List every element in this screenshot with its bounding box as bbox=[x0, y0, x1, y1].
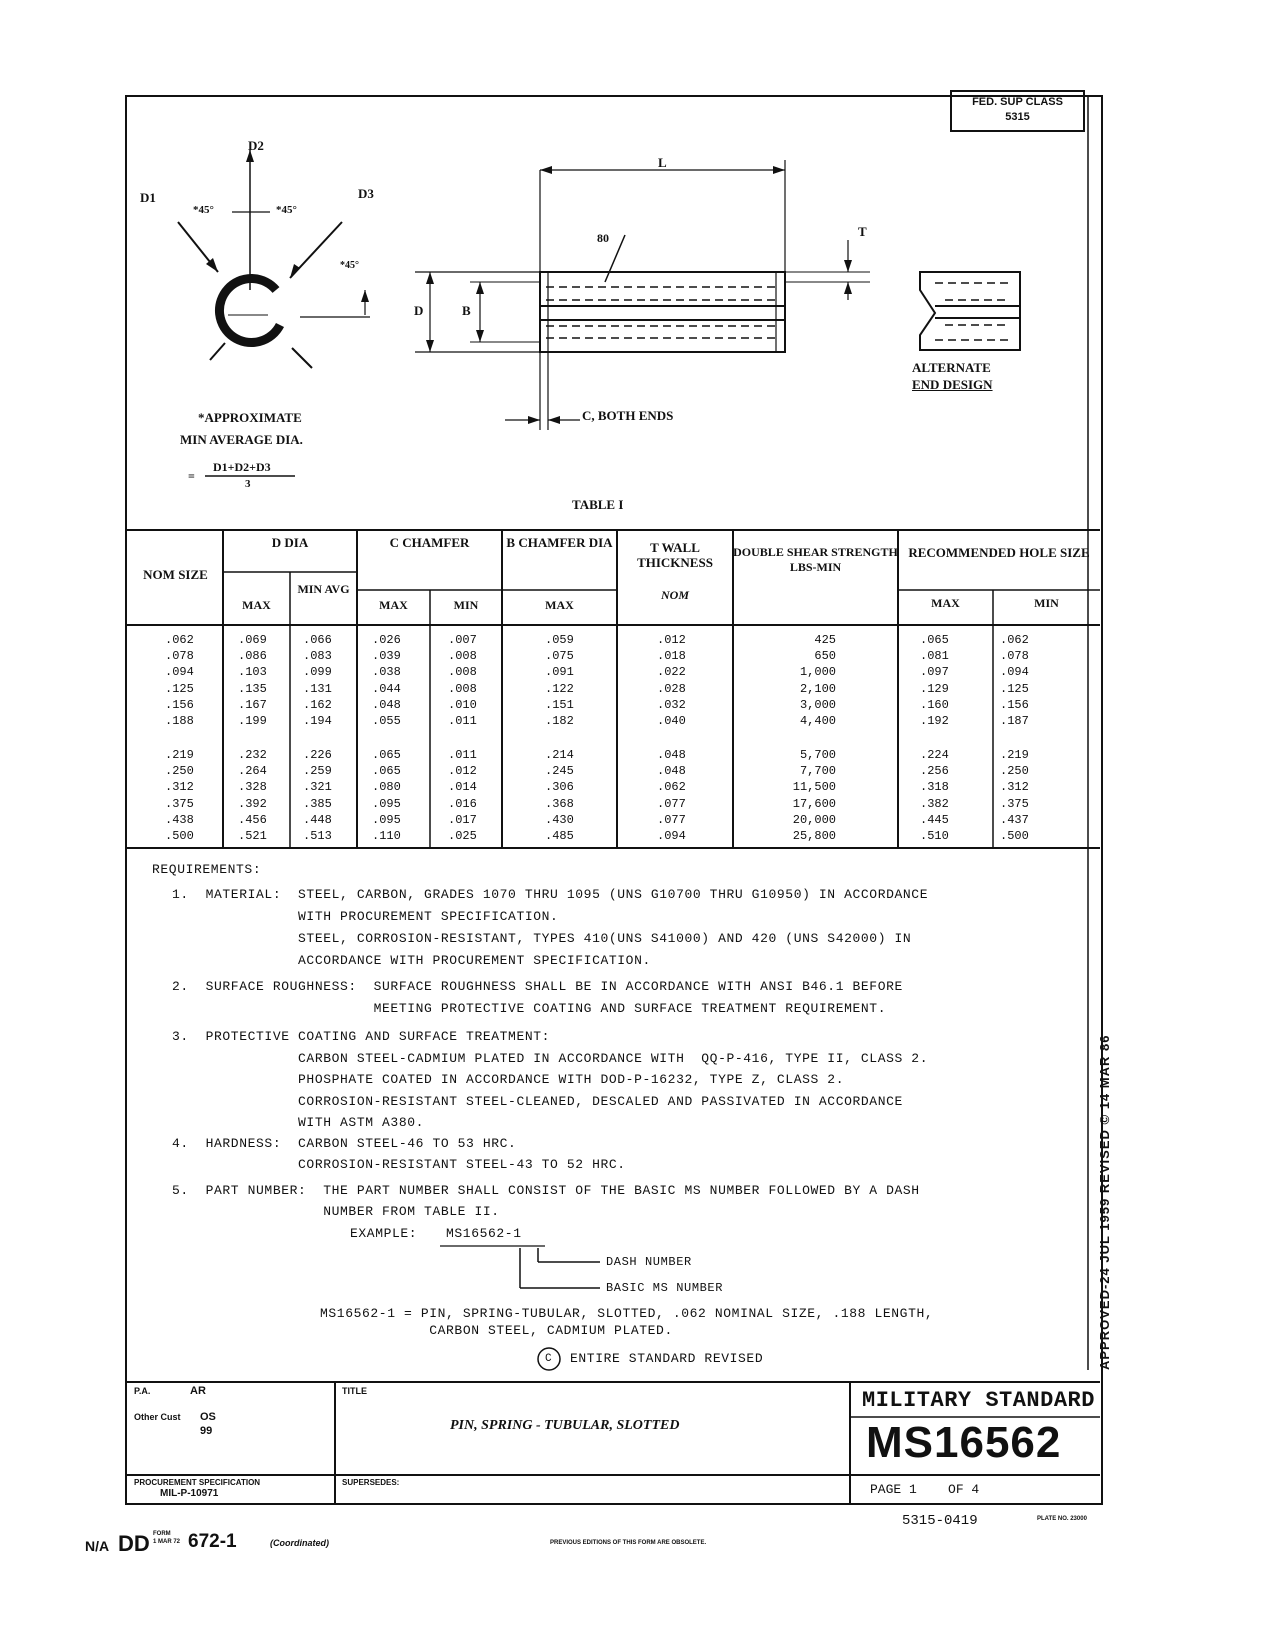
col-cmax-1: .026 .039 .038 .044 .048 .055 bbox=[372, 633, 401, 729]
basic-ms-number-label: BASIC MS NUMBER bbox=[606, 1281, 724, 1295]
approx-note-2: MIN AVERAGE DIA. bbox=[180, 432, 303, 447]
col-tnom-1: .012 .018 .022 .028 .032 .040 bbox=[657, 633, 686, 729]
approval-revision-stamp: APPROVED-24 JUL 1959 REVISED © 14 MAR 86 bbox=[1097, 1034, 1112, 1370]
approx-note: *APPROXIMATE bbox=[198, 410, 302, 425]
revised-symbol: C bbox=[545, 1353, 553, 1365]
requirements-heading: REQUIREMENTS: bbox=[152, 862, 262, 877]
label-thickness: T bbox=[858, 224, 867, 239]
page-indicator: PAGE 1 OF 4 bbox=[870, 1482, 980, 1497]
formula-equals: = bbox=[188, 469, 195, 483]
header-t-wall: T WALL THICKNESS bbox=[637, 540, 713, 570]
footer-dd: DD bbox=[118, 1531, 150, 1556]
label-80: 80 bbox=[597, 231, 609, 245]
example-part-number: MS16562-1 bbox=[446, 1226, 522, 1241]
procurement-spec-value: MIL-P-10971 bbox=[160, 1488, 219, 1499]
label-length: L bbox=[658, 155, 667, 170]
col-holemax-2: .224 .256 .318 .382 .445 .510 bbox=[920, 748, 949, 844]
alternate-end-label-2: END DESIGN bbox=[912, 377, 993, 392]
col-bmax-2: .214 .245 .306 .368 .430 .485 bbox=[545, 748, 574, 844]
col-bmax-1: .059 .075 .091 .122 .151 .182 bbox=[545, 633, 574, 729]
table-title: TABLE I bbox=[572, 497, 624, 512]
header-t-nom: NOM bbox=[660, 588, 689, 602]
col-holemax-1: .065 .081 .097 .129 .160 .192 bbox=[920, 633, 949, 729]
label-d2: D2 bbox=[248, 138, 264, 153]
header-c-min: MIN bbox=[453, 598, 479, 612]
pa-value: AR bbox=[190, 1385, 206, 1397]
col-holemin-2: .219 .250 .312 .375 .437 .500 bbox=[1000, 748, 1029, 844]
footer-coordinated: (Coordinated) bbox=[270, 1538, 329, 1548]
col-tnom-2: .048 .048 .062 .077 .077 .094 bbox=[657, 748, 686, 844]
header-hole-size: RECOMMENDED HOLE SIZE bbox=[908, 545, 1090, 560]
col-cmin-1: .007 .008 .008 .008 .010 .011 bbox=[448, 633, 477, 729]
revised-note: ENTIRE STANDARD REVISED bbox=[570, 1351, 764, 1366]
col-nom-2: .219 .250 .312 .375 .438 .500 bbox=[165, 748, 194, 844]
angle-left: *45° bbox=[193, 204, 214, 216]
document-title: PIN, SPRING - TUBULAR, SLOTTED bbox=[450, 1418, 680, 1433]
col-nom-1: .062 .078 .094 .125 .156 .188 bbox=[165, 633, 194, 729]
footer-form-number: 672-1 bbox=[188, 1531, 237, 1552]
procurement-spec-label: PROCUREMENT SPECIFICATION bbox=[134, 1478, 261, 1487]
header-d-min-avg: MIN AVG bbox=[297, 582, 350, 596]
col-cmax-2: .065 .065 .080 .095 .095 .110 bbox=[372, 748, 401, 844]
title-label: TITLE bbox=[342, 1386, 367, 1396]
requirement-5-part-number: 5. PART NUMBER: THE PART NUMBER SHALL CONSIST OF THE BASIC MS NUMBER FOLLOWED BY A DASH NUMBER FROM TABLE II. bbox=[172, 1183, 920, 1219]
other-cust-value: OS 99 bbox=[200, 1411, 216, 1437]
col-shear-1: 425 650 1,000 2,100 3,000 4,400 bbox=[799, 633, 836, 729]
header-b-chamfer: B CHAMFER DIA bbox=[506, 535, 613, 550]
fsc-value: 5315 bbox=[1005, 111, 1030, 123]
col-dmin-2: .226 .259 .321 .385 .448 .513 bbox=[303, 748, 332, 844]
fsc-number: 5315-0419 bbox=[902, 1513, 978, 1529]
requirement-3-coating: 3. PROTECTIVE COATING AND SURFACE TREATMENT: CARBON STEEL-CADMIUM PLATED IN ACCORDANCE WITH QQ-P-416, TYPE II, CLASS 2. PHOSPHATE COATED IN ACCORDANCE WITH DOD-P-16232, TYPE Z, CLASS 2. CORROSION-RESISTANT STEEL-CLEANED, DESCALED AND PASSIVATED IN ACCORDANCE WITH ASTM A380. bbox=[172, 1029, 929, 1130]
ms-part-description: MS16562-1 = PIN, SPRING-TUBULAR, SLOTTED, .062 NOMINAL SIZE, .188 LENGTH, CARBON STEEL, CADMIUM PLATED. bbox=[320, 1306, 934, 1338]
fsc-label: FED. SUP CLASS bbox=[972, 96, 1063, 108]
col-dmax-1: .069 .086 .103 .135 .167 .199 bbox=[238, 633, 267, 729]
col-dmax-2: .232 .264 .328 .392 .456 .521 bbox=[238, 748, 267, 844]
label-b: B bbox=[462, 303, 471, 318]
formula-numerator: D1+D2+D3 bbox=[213, 460, 271, 474]
header-hole-max: MAX bbox=[931, 596, 960, 610]
formula-denominator: 3 bbox=[245, 478, 251, 490]
footer-na: N/A bbox=[85, 1538, 110, 1554]
dash-number-label: DASH NUMBER bbox=[606, 1255, 692, 1269]
pa-label: P.A. bbox=[134, 1386, 151, 1396]
requirement-4-hardness: 4. HARDNESS: CARBON STEEL-46 TO 53 HRC. CORROSION-RESISTANT STEEL-43 TO 52 HRC. bbox=[172, 1136, 626, 1172]
label-d3: D3 bbox=[358, 186, 374, 201]
header-double-shear: DOUBLE SHEAR STRENGTH LBS-MIN bbox=[733, 545, 898, 574]
chamfer-note: C, BOTH ENDS bbox=[582, 408, 674, 423]
angle-lower: *45° bbox=[340, 260, 359, 271]
footer-form-date: FORM 1 MAR 72 bbox=[153, 1531, 181, 1545]
label-d1: D1 bbox=[140, 190, 156, 205]
angle-right: *45° bbox=[276, 204, 297, 216]
supersedes-label: SUPERSEDES: bbox=[342, 1478, 400, 1487]
military-standard-label: MILITARY STANDARD bbox=[862, 1388, 1095, 1413]
alternate-end-label-1: ALTERNATE bbox=[912, 360, 991, 375]
other-cust-label: Other Cust bbox=[134, 1412, 181, 1422]
plate-number: PLATE NO. 23000 bbox=[1037, 1516, 1087, 1522]
header-d-dia: D DIA bbox=[271, 535, 309, 550]
header-hole-min: MIN bbox=[1034, 596, 1059, 610]
ms-number: MS16562 bbox=[866, 1418, 1062, 1467]
header-nom-size: NOM SIZE bbox=[143, 567, 208, 582]
col-shear-2: 5,700 7,700 11,500 17,600 20,000 25,800 bbox=[792, 748, 836, 844]
requirement-1-material: 1. MATERIAL: STEEL, CARBON, GRADES 1070 THRU 1095 (UNS G10700 THRU G10950) IN ACCORDANCE WITH PROCUREMENT SPECIFICATION. STEEL, CORROSION-RESISTANT, TYPES 410(UNS S41000) AND 420 (UNS S42000) IN ACCORDANCE WITH PROCUREMENT SPECIFICATION. bbox=[172, 887, 929, 968]
col-holemin-1: .062 .078 .094 .125 .156 .187 bbox=[1000, 633, 1029, 729]
col-dmin-1: .066 .083 .099 .131 .162 .194 bbox=[303, 633, 332, 729]
header-c-chamfer: C CHAMFER bbox=[389, 535, 470, 550]
example-label: EXAMPLE: bbox=[350, 1226, 418, 1241]
requirement-2-roughness: 2. SURFACE ROUGHNESS: SURFACE ROUGHNESS SHALL BE IN ACCORDANCE WITH ANSI B46.1 BEFORE MEETING PROTECTIVE COATING AND SURFACE TREATMENT REQUIREMENT. bbox=[172, 979, 903, 1016]
footer-previous-editions: PREVIOUS EDITIONS OF THIS FORM ARE OBSOLETE. bbox=[550, 1540, 707, 1546]
label-d: D bbox=[414, 303, 424, 318]
header-c-max: MAX bbox=[379, 598, 408, 612]
col-cmin-2: .011 .012 .014 .016 .017 .025 bbox=[448, 748, 477, 844]
header-b-max: MAX bbox=[545, 598, 574, 612]
header-d-max: MAX bbox=[242, 598, 271, 612]
